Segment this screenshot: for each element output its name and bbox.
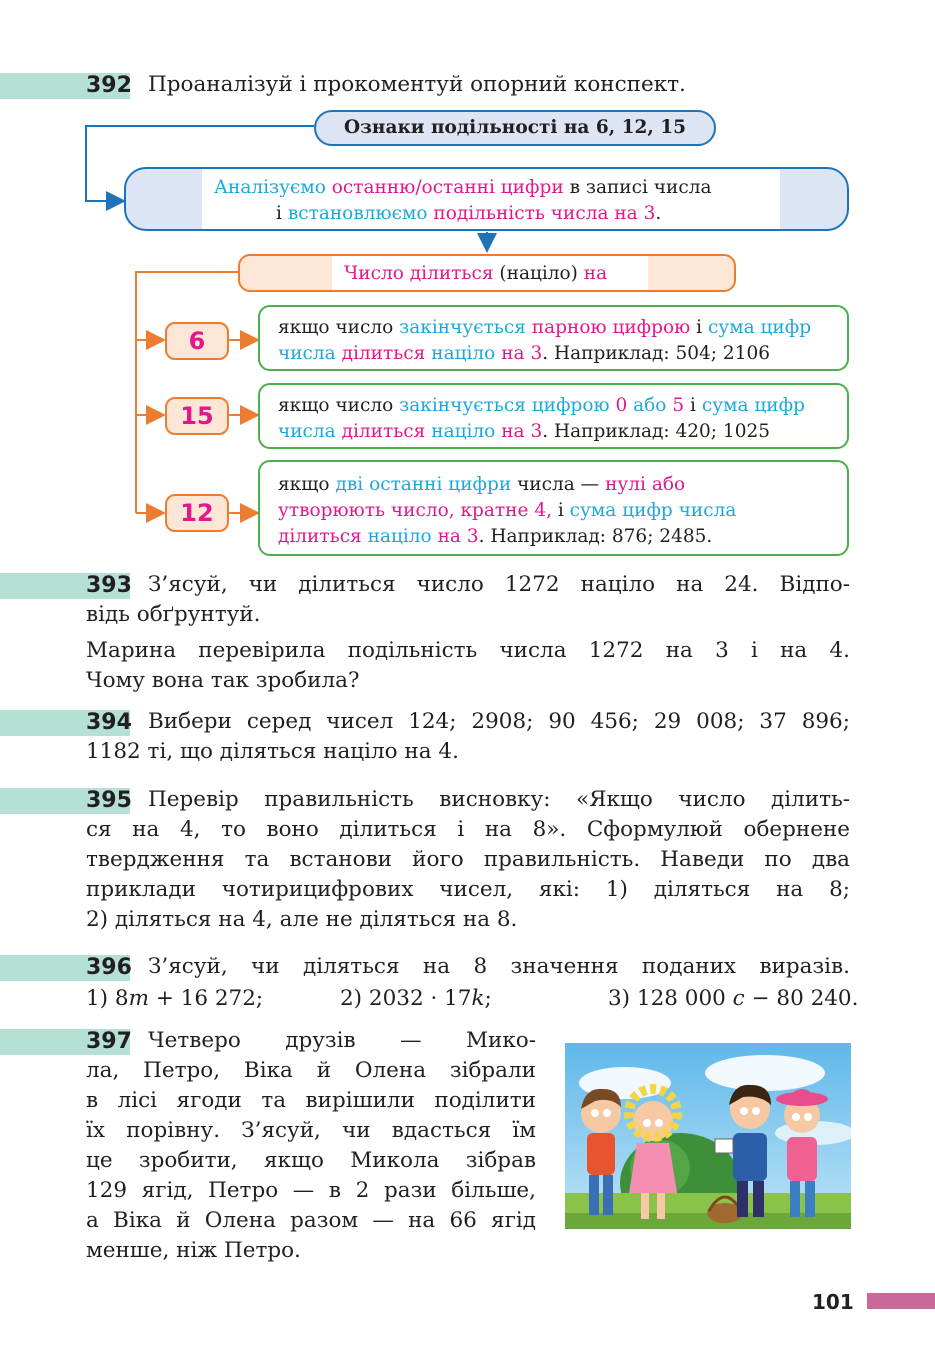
rule-12-line2: утворюють число, кратне 4, і сума цифр числа: [278, 500, 737, 521]
task-number: 397: [86, 1029, 132, 1054]
task-text-line: менше, ніж Петро.: [86, 1238, 301, 1263]
divisor-6-badge: 6: [165, 322, 229, 360]
friends-illustration: [565, 1043, 851, 1229]
analyze-step-box: [124, 167, 849, 231]
task-text-line: а Віка й Олена разом — на 66 ягід: [86, 1208, 536, 1233]
task-text: Проаналізуй і прокоментуй опорний конспект.: [148, 72, 686, 97]
rule-15-box: [258, 383, 849, 449]
rule-6-box: [258, 305, 849, 371]
task-text-line: в лісі ягоди та вирішили поділити: [86, 1088, 536, 1113]
task-text-line: З’ясуй, чи діляться на 8 значення поданих виразів.: [148, 954, 850, 979]
task-text-line: 129 ягід, Петро — в 2 рази більше,: [86, 1178, 536, 1203]
task-text-line: Марина перевірила подільність числа 1272 на 3 і на 4.: [86, 638, 850, 663]
task-number: 393: [86, 573, 132, 598]
task-text-line: це зробити, якщо Микола зібрав: [86, 1148, 536, 1173]
task-text-line: твердження та встанови його правильність. Наведи по два: [86, 847, 850, 872]
task-text-line: 2) діляться на 4, але не діляться на 8.: [86, 907, 518, 932]
diagram-title-box: [314, 110, 716, 146]
divisor-15-badge: 15: [165, 397, 229, 435]
page-number-bar: [867, 1293, 935, 1309]
task-text-line: Вибери серед чисел 124; 2908; 90 456; 29 008; 37 896;: [148, 709, 850, 734]
task-text-line: ся на 4, то воно ділиться і на 8». Сформулюй обернене: [86, 817, 850, 842]
page-number: 101: [812, 1290, 854, 1314]
task-text-line: їх порівну. З’ясуй, чи вдасться їм: [86, 1118, 536, 1143]
rule-12-line3: ділиться націло на 3. Наприклад: 876; 2485.: [278, 526, 713, 547]
task-number: 392: [86, 73, 132, 98]
task-text-line: відь обґрунтуй.: [86, 602, 261, 627]
task-number: 394: [86, 710, 132, 735]
task-text-line: Четверо друзів — Мико-: [148, 1028, 536, 1053]
diagram-title: Ознаки подільності на 6, 12, 15: [344, 117, 686, 138]
task-text-line: приклади чотирицифрових чисел, які: 1) діляться на 8;: [86, 877, 850, 902]
rule-15-line1: якщо число закінчується цифрою 0 або 5 і сума цифр: [278, 395, 805, 416]
rule-12-box: [258, 460, 849, 556]
task-text-line: 1182 ті, що діляться націло на 4.: [86, 739, 459, 764]
task-text-line: ла, Петро, Віка й Олена зібрали: [86, 1058, 536, 1083]
divides-step-text: Число ділиться (націло) на: [344, 263, 608, 284]
rule-6-line2: числа ділиться націло на 3. Наприклад: 504; 2106: [278, 343, 770, 364]
task-number: 396: [86, 955, 132, 980]
task-number: 395: [86, 788, 132, 813]
rule-6-line1: якщо число закінчується парною цифрою і сума цифр: [278, 317, 812, 338]
divisor-12-badge: 12: [165, 494, 229, 532]
analyze-step-line1: Аналізуємо останню/останні цифри в записі числа: [214, 177, 712, 198]
analyze-step-line2: і встановлюємо подільність числа на 3.: [276, 203, 662, 224]
rule-12-line1: якщо дві останні цифри числа — нулі або: [278, 474, 686, 495]
task-text-line: З’ясуй, чи ділиться число 1272 націло на 24. Відпо-: [148, 572, 850, 597]
task-text-line: Чому вона так зробила?: [86, 668, 360, 693]
expression-3: 3) 128 000 c − 80 240.: [608, 986, 859, 1011]
expression-2: 2) 2032 · 17k;: [340, 986, 492, 1011]
expression-1: 1) 8m + 16 272;: [86, 986, 264, 1011]
rule-15-line2: числа ділиться націло на 3. Наприклад: 420; 1025: [278, 421, 770, 442]
divides-step-box: [238, 254, 736, 292]
task-text-line: Перевір правильність висновку: «Якщо число ділить-: [148, 787, 850, 812]
